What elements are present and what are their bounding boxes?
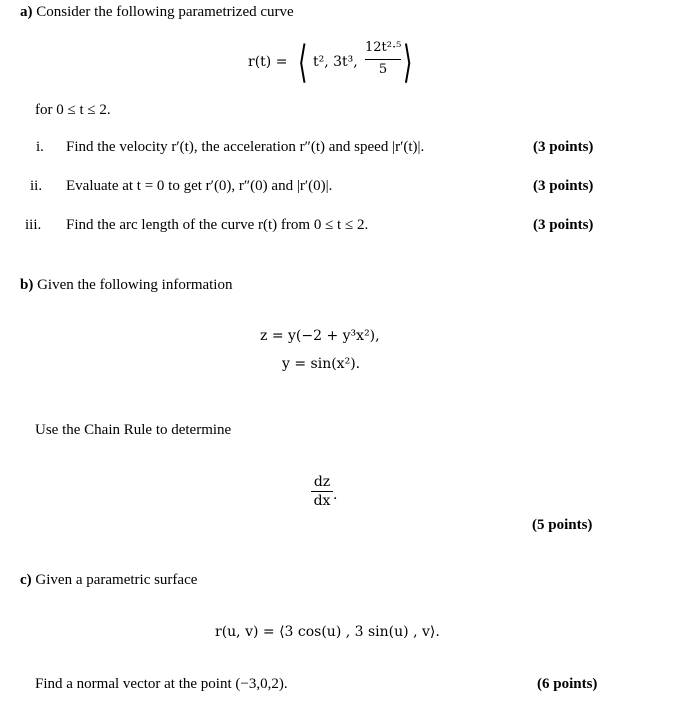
item-points: (3 points) <box>533 217 594 233</box>
left-angle-bracket: ⟨ <box>298 37 308 88</box>
curve-equation-fraction <box>365 40 401 77</box>
curve-equation-lhs: r(t) = <box>248 54 288 70</box>
derivative-denominator: dx <box>313 493 331 509</box>
part-b-heading-text: Given the following information <box>37 277 233 293</box>
equation-z: z = y(−2 + y³x²), <box>260 328 380 344</box>
item-number: ii. <box>30 178 43 194</box>
derivative-numerator: dz <box>313 474 331 490</box>
part-b-points: (5 points) <box>532 517 593 533</box>
item-text: Find the velocity r′(t), the acceleration r″(t) and speed |r′(t)|. <box>66 139 425 155</box>
part-b-heading <box>20 277 232 294</box>
item-text: Evaluate at t = 0 to get r′(0), r″(0) and |r′(0)|. <box>66 178 333 194</box>
fraction-numerator: 12t²·⁵ <box>365 40 402 55</box>
chain-rule-instruction: Use the Chain Rule to determine <box>35 422 232 438</box>
part-c-heading-text: Given a parametric surface <box>35 572 198 588</box>
item-text: Find the arc length of the curve r(t) from 0 ≤ t ≤ 2. <box>66 217 369 233</box>
right-angle-bracket: ⟩ <box>403 37 413 88</box>
part-a-heading <box>20 4 294 21</box>
surface-equation: r(u, v) = ⟨3 cos(u) , 3 sin(u) , v⟩. <box>215 624 440 640</box>
derivative-bar <box>311 491 333 492</box>
curve-domain: for 0 ≤ t ≤ 2. <box>35 102 111 118</box>
part-b-label: b) <box>20 277 34 293</box>
part-c-label: c) <box>20 572 32 588</box>
fraction-bar <box>365 59 401 60</box>
derivative-period: . <box>333 487 338 503</box>
part-c-heading <box>20 572 197 589</box>
item-points: (3 points) <box>533 178 594 194</box>
item-points: (3 points) <box>533 139 594 155</box>
item-number: iii. <box>25 217 42 233</box>
part-c-points: (6 points) <box>537 676 598 692</box>
part-a-label: a) <box>20 4 33 20</box>
curve-equation-components: t², 3t³, <box>313 54 358 70</box>
normal-vector-instruction: Find a normal vector at the point (−3,0,2). <box>35 676 288 692</box>
derivative-fraction <box>311 474 333 509</box>
item-number: i. <box>36 139 44 155</box>
part-a-heading-text: Consider the following parametrized curve <box>36 4 294 20</box>
equation-y: y = sin(x²). <box>282 356 361 372</box>
fraction-denominator: 5 <box>378 62 388 77</box>
